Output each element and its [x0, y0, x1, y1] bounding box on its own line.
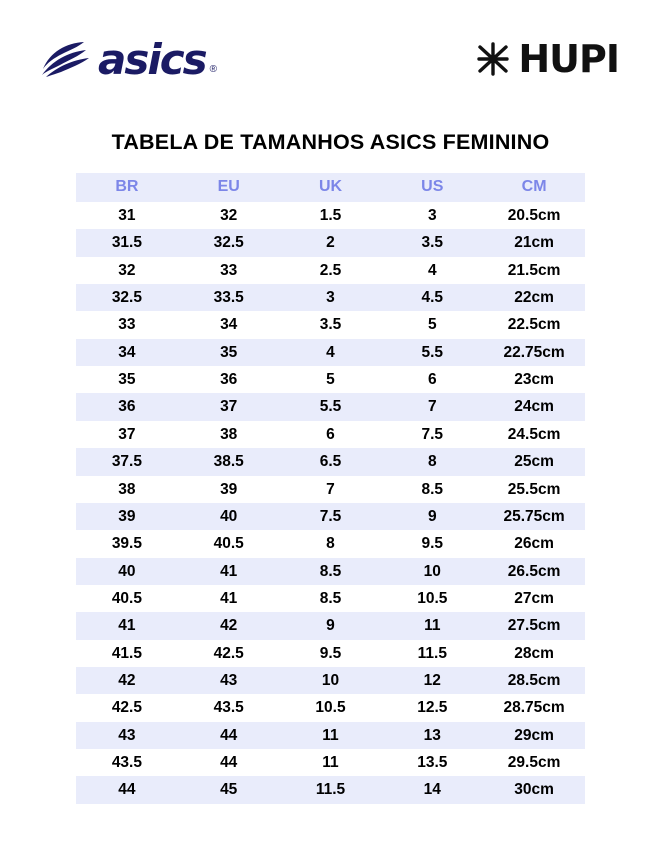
cell-us: 4	[381, 257, 483, 284]
table-row	[76, 393, 585, 420]
cell-cm: 25.5cm	[483, 476, 585, 503]
hupi-wordmark: HUPI	[518, 37, 619, 81]
cell-eu: 40	[178, 503, 280, 530]
cell-uk: 4	[280, 339, 382, 366]
cell-cm: 28.5cm	[483, 667, 585, 694]
cell-br: 31	[76, 202, 178, 229]
column-header-br: BR	[76, 173, 178, 202]
table-row	[76, 421, 585, 448]
cell-br: 35	[76, 366, 178, 393]
page-title: TABELA DE TAMANHOS ASICS FEMININO	[111, 130, 550, 154]
cell-us: 3.5	[381, 229, 483, 256]
cell-eu: 44	[178, 749, 280, 776]
cell-eu: 39	[178, 476, 280, 503]
cell-cm: 29cm	[483, 722, 585, 749]
cell-us: 6	[381, 366, 483, 393]
cell-br: 37.5	[76, 448, 178, 475]
cell-br: 42	[76, 667, 178, 694]
column-header-eu: EU	[178, 173, 280, 202]
cell-eu: 38.5	[178, 448, 280, 475]
table-row	[76, 202, 585, 229]
cell-eu: 38	[178, 421, 280, 448]
table-row	[76, 558, 585, 585]
cell-uk: 10	[280, 667, 382, 694]
cell-eu: 44	[178, 722, 280, 749]
cell-br: 31.5	[76, 229, 178, 256]
cell-eu: 43	[178, 667, 280, 694]
cell-br: 41.5	[76, 640, 178, 667]
table-row	[76, 776, 585, 803]
column-header-uk: UK	[280, 173, 382, 202]
size-table-container	[0, 173, 661, 804]
cell-us: 8.5	[381, 476, 483, 503]
column-header-us: US	[381, 173, 483, 202]
cell-br: 38	[76, 476, 178, 503]
cell-uk: 2.5	[280, 257, 382, 284]
table-row	[76, 503, 585, 530]
asics-logo	[40, 35, 219, 84]
cell-uk: 8.5	[280, 585, 382, 612]
table-row	[76, 722, 585, 749]
cell-cm: 29.5cm	[483, 749, 585, 776]
cell-uk: 6	[280, 421, 382, 448]
cell-us: 5.5	[381, 339, 483, 366]
cell-uk: 3	[280, 284, 382, 311]
cell-eu: 36	[178, 366, 280, 393]
cell-cm: 28.75cm	[483, 694, 585, 721]
cell-eu: 35	[178, 339, 280, 366]
cell-eu: 41	[178, 558, 280, 585]
cell-uk: 7	[280, 476, 382, 503]
table-row	[76, 284, 585, 311]
cell-us: 4.5	[381, 284, 483, 311]
cell-cm: 20.5cm	[483, 202, 585, 229]
cell-eu: 41	[178, 585, 280, 612]
cell-uk: 9.5	[280, 640, 382, 667]
cell-cm: 26cm	[483, 530, 585, 557]
hupi-logo	[476, 37, 619, 81]
table-row	[76, 530, 585, 557]
cell-cm: 21.5cm	[483, 257, 585, 284]
cell-uk: 8.5	[280, 558, 382, 585]
cell-uk: 11	[280, 749, 382, 776]
cell-cm: 28cm	[483, 640, 585, 667]
cell-cm: 25.75cm	[483, 503, 585, 530]
cell-cm: 21cm	[483, 229, 585, 256]
cell-eu: 34	[178, 311, 280, 338]
table-row	[76, 339, 585, 366]
cell-uk: 5.5	[280, 393, 382, 420]
cell-eu: 45	[178, 776, 280, 803]
cell-uk: 8	[280, 530, 382, 557]
cell-us: 13	[381, 722, 483, 749]
cell-uk: 5	[280, 366, 382, 393]
size-table	[76, 173, 585, 804]
cell-us: 9.5	[381, 530, 483, 557]
cell-cm: 22.75cm	[483, 339, 585, 366]
cell-us: 8	[381, 448, 483, 475]
cell-uk: 6.5	[280, 448, 382, 475]
hupi-emblem-icon	[476, 42, 510, 76]
cell-us: 14	[381, 776, 483, 803]
cell-eu: 37	[178, 393, 280, 420]
cell-br: 41	[76, 612, 178, 639]
cell-br: 36	[76, 393, 178, 420]
cell-eu: 33.5	[178, 284, 280, 311]
table-body	[76, 202, 585, 804]
table-row	[76, 667, 585, 694]
cell-cm: 27.5cm	[483, 612, 585, 639]
cell-br: 43.5	[76, 749, 178, 776]
table-row	[76, 612, 585, 639]
cell-cm: 24cm	[483, 393, 585, 420]
table-header-row	[76, 173, 585, 202]
cell-eu: 32.5	[178, 229, 280, 256]
cell-uk: 2	[280, 229, 382, 256]
table-row	[76, 585, 585, 612]
cell-cm: 26.5cm	[483, 558, 585, 585]
asics-registered-mark: ®	[209, 63, 218, 75]
cell-br: 39.5	[76, 530, 178, 557]
asics-spiral-icon	[40, 39, 92, 79]
cell-eu: 32	[178, 202, 280, 229]
cell-cm: 22.5cm	[483, 311, 585, 338]
cell-us: 11.5	[381, 640, 483, 667]
asics-wordmark: asics	[98, 35, 206, 84]
cell-us: 10.5	[381, 585, 483, 612]
cell-cm: 25cm	[483, 448, 585, 475]
cell-us: 9	[381, 503, 483, 530]
cell-us: 13.5	[381, 749, 483, 776]
cell-uk: 11	[280, 722, 382, 749]
cell-br: 43	[76, 722, 178, 749]
cell-eu: 40.5	[178, 530, 280, 557]
cell-us: 10	[381, 558, 483, 585]
cell-eu: 33	[178, 257, 280, 284]
table-row	[76, 366, 585, 393]
table-row	[76, 749, 585, 776]
table-row	[76, 311, 585, 338]
cell-eu: 42.5	[178, 640, 280, 667]
cell-us: 5	[381, 311, 483, 338]
cell-uk: 9	[280, 612, 382, 639]
cell-br: 44	[76, 776, 178, 803]
cell-cm: 22cm	[483, 284, 585, 311]
table-row	[76, 257, 585, 284]
cell-br: 40.5	[76, 585, 178, 612]
cell-us: 3	[381, 202, 483, 229]
cell-eu: 43.5	[178, 694, 280, 721]
table-row	[76, 448, 585, 475]
cell-us: 7.5	[381, 421, 483, 448]
cell-cm: 23cm	[483, 366, 585, 393]
cell-br: 39	[76, 503, 178, 530]
cell-uk: 3.5	[280, 311, 382, 338]
logo-bar	[0, 0, 661, 96]
cell-cm: 24.5cm	[483, 421, 585, 448]
table-header	[76, 173, 585, 202]
cell-br: 40	[76, 558, 178, 585]
cell-br: 32	[76, 257, 178, 284]
cell-br: 34	[76, 339, 178, 366]
table-row	[76, 476, 585, 503]
cell-br: 33	[76, 311, 178, 338]
column-header-cm: CM	[483, 173, 585, 202]
cell-uk: 7.5	[280, 503, 382, 530]
table-row	[76, 229, 585, 256]
cell-us: 12	[381, 667, 483, 694]
cell-uk: 11.5	[280, 776, 382, 803]
cell-us: 11	[381, 612, 483, 639]
cell-br: 37	[76, 421, 178, 448]
cell-br: 42.5	[76, 694, 178, 721]
cell-br: 32.5	[76, 284, 178, 311]
table-row	[76, 640, 585, 667]
cell-us: 12.5	[381, 694, 483, 721]
cell-cm: 27cm	[483, 585, 585, 612]
cell-uk: 10.5	[280, 694, 382, 721]
cell-cm: 30cm	[483, 776, 585, 803]
cell-eu: 42	[178, 612, 280, 639]
table-row	[76, 694, 585, 721]
cell-uk: 1.5	[280, 202, 382, 229]
cell-us: 7	[381, 393, 483, 420]
